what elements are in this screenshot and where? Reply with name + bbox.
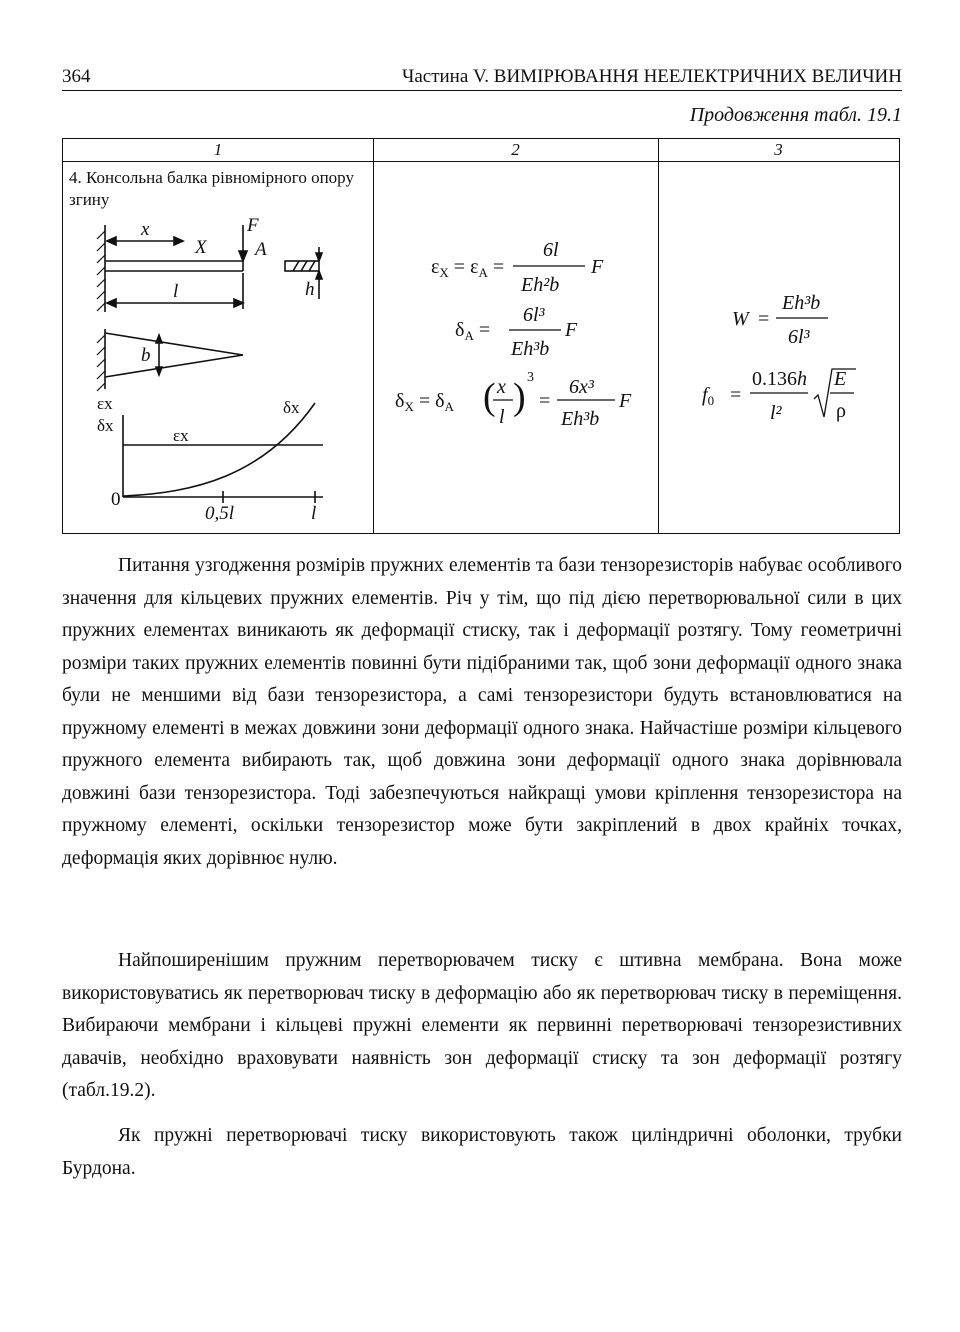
svg-text:Eh³b: Eh³b (561, 408, 600, 430)
svg-text:=: = (758, 308, 770, 330)
label-F: F (247, 215, 259, 236)
svg-text:(: ( (483, 376, 496, 418)
row-label: 4. Консольна балка рівномірного опору згину (69, 168, 354, 209)
axis-label-delta: δx (97, 416, 114, 435)
formula-deflection-X: $\delta_X = \delta_A$ (395, 390, 454, 414)
label-X: X (195, 237, 207, 258)
page-number: 364 (62, 66, 91, 87)
formula-table (62, 138, 900, 534)
svg-text:F: F (565, 319, 578, 341)
tick-label-half: 0,5l (205, 503, 235, 524)
cantilever-beam-figure (93, 217, 373, 527)
svg-text:3: 3 (527, 370, 534, 385)
formulas-column-2 (373, 161, 658, 533)
paragraph-text: Як пружні перетворювачі тиску використовують також циліндричні оболонки, трубки Бурдона. (62, 1125, 902, 1179)
label-h: h (305, 279, 315, 300)
formula-deflection-A: $\delta_A$ = (455, 319, 491, 343)
svg-text:l²: l² (770, 402, 782, 424)
svg-text:6l³: 6l³ (523, 304, 545, 326)
delta-curve-label: δx (283, 398, 300, 417)
formulas-column-3 (658, 161, 899, 533)
table-continuation-caption: Продовження табл. 19.1 (689, 104, 902, 126)
svg-text:F: F (591, 256, 604, 278)
formula-strain: $\varepsilon_X = \varepsilon_A$ = (431, 256, 505, 280)
svg-text:0.136h: 0.136h (752, 368, 807, 390)
label-l: l (173, 281, 179, 302)
label-A: A (255, 239, 267, 260)
body-paragraph-2 (62, 945, 902, 1108)
label-x: x (141, 219, 150, 240)
svg-text:6l: 6l (543, 239, 559, 261)
header-rule (62, 90, 902, 91)
column-header-1: 1 (213, 140, 223, 159)
paragraph-text: Питання узгодження розмірів пружних елементів та бази тензорезисторів набуває особливого значення для кільцевих пружних елементів. Річ у тім, що під дією перетворювальної сили в цих пружних елементах виникають як деформації стиску, так і деформації розтягу. Тому геометричні розміри таких пружних елементів повинні бути підібраними так, щоб зони деформації одного знака були не меншими від бази тензорезистора, а самі тензорезистори будуть встановлюватися на пружному елементі в межах довжини зони деформації одного знака. Найчастіше розміри кільцевого пружного елемента вибирають так, щоб довжина зони деформації одного знака дорівнювала довжині бази тензорезистора. Тоді забезпечуються найкращі умови кріплення тензорезистора на пружному елементі, оскільки тензорезистор може бути закріплений в двох крайніх точках, деформація яких дорівнює нулю. (62, 555, 902, 869)
axis-label-eps: εx (97, 394, 113, 413)
svg-text:Eh³b: Eh³b (782, 292, 821, 314)
column-header-2: 2 (511, 140, 520, 159)
svg-text:Eh²b: Eh²b (521, 274, 560, 296)
chapter-title: Частина V. ВИМІРЮВАННЯ НЕЕЛЕКТРИЧНИХ ВЕЛИЧИН (401, 66, 902, 87)
svg-text:F: F (619, 390, 632, 412)
svg-text:6l³: 6l³ (788, 326, 810, 348)
body-paragraph-1 (62, 550, 902, 875)
svg-text:E: E (834, 368, 847, 390)
svg-text:=: = (730, 384, 742, 406)
svg-text:x: x (497, 376, 506, 398)
body-paragraph-3 (62, 1120, 902, 1185)
origin-label: 0 (111, 489, 121, 510)
svg-text:Eh³b: Eh³b (511, 338, 550, 360)
paragraph-text: Найпоширенішим пружним перетворювачем тиску є штивна мембрана. Вона може використовуватись як перетворювач тиску в деформацію або як перетворювач тиску в переміщення. Вибираючи мембрани і кільцеві пружні елементи як первинні перетворювачі тензорезистивних давачів, необхідно враховувати наявність зон деформації стиску та зон деформації розтягу (табл.19.2). (62, 950, 902, 1101)
formula-section-modulus: W (732, 308, 749, 330)
eps-line-label: εx (173, 426, 189, 445)
page-header (62, 62, 902, 92)
svg-text:ρ: ρ (836, 400, 846, 422)
column-header-3: 3 (774, 140, 783, 159)
svg-text:6x³: 6x³ (569, 376, 594, 398)
label-b: b (141, 345, 151, 366)
formula-natural-frequency: $f_0$ (702, 384, 715, 408)
tick-label-l: l (311, 503, 317, 524)
svg-text:): ) (513, 376, 526, 418)
svg-text:=: = (539, 390, 551, 412)
svg-text:l: l (499, 406, 505, 428)
